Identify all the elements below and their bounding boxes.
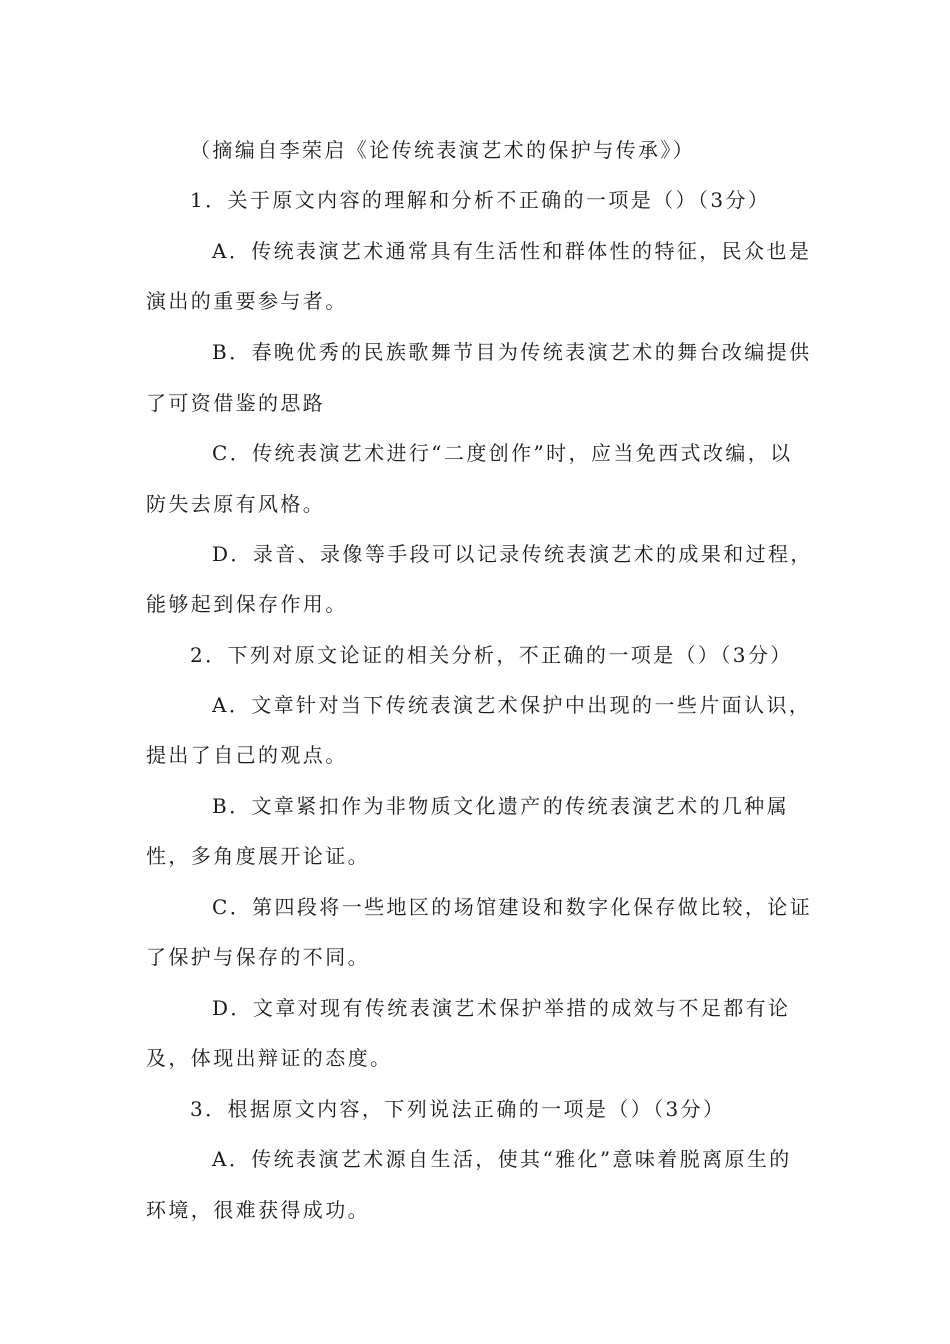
question-3-option-a-line-1: A．传统表演艺术源自生活，使其“雅化”意味着脱离原生的 [212, 1147, 792, 1171]
question-1-option-d-line-1: D．录音、录像等手段可以记录传统表演艺术的成果和过程， [212, 542, 813, 566]
question-2-stem: 2．下列对原文论证的相关分析，不正确的一项是（）（3分） [190, 643, 793, 667]
question-1-stem: 1．关于原文内容的理解和分析不正确的一项是（）（3分） [190, 188, 771, 212]
question-2-option-b-line-2: 性，多角度展开论证。 [146, 844, 370, 868]
question-1-option-b-line-1: B．春晚优秀的民族歌舞节目为传统表演艺术的舞台改编提供 [212, 340, 812, 364]
question-2-option-b-line-1: B．文章紧扣作为非物质文化遗产的传统表演艺术的几种属 [212, 794, 790, 818]
question-3-option-a-line-2: 环境，很难获得成功。 [146, 1198, 370, 1222]
question-2-option-a-line-2: 提出了自己的观点。 [146, 743, 348, 767]
question-2-option-d-line-2: 及，体现出辩证的态度。 [146, 1046, 393, 1070]
question-2-option-a-line-1: A．文章针对当下传统表演艺术保护中出现的一些片面认识， [212, 693, 812, 717]
question-1-option-d-line-2: 能够起到保存作用。 [146, 592, 348, 616]
source-citation: （摘编自李荣启《论传统表演艺术的保护与传承》） [190, 138, 696, 162]
question-2-option-d-line-1: D．文章对现有传统表演艺术保护举措的成效与不足都有论 [212, 996, 791, 1020]
question-1-option-c-line-2: 防失去原有风格。 [146, 492, 326, 516]
question-3-stem: 3．根据原文内容，下列说法正确的一项是（）（3分） [190, 1097, 726, 1121]
question-1-option-b-line-2: 了可资借鉴的思路 [146, 391, 326, 415]
question-1-option-c-line-1: C．传统表演艺术进行“二度创作”时，应当免西式改编，以 [212, 441, 793, 465]
question-1-option-a-line-1: A．传统表演艺术通常具有生活性和群体性的特征，民众也是 [212, 239, 812, 263]
question-2-option-c-line-2: 了保护与保存的不同。 [146, 945, 370, 969]
question-2-option-c-line-1: C．第四段将一些地区的场馆建设和数字化保存做比较，论证 [212, 895, 813, 919]
question-1-option-a-line-2: 演出的重要参与者。 [146, 289, 348, 313]
